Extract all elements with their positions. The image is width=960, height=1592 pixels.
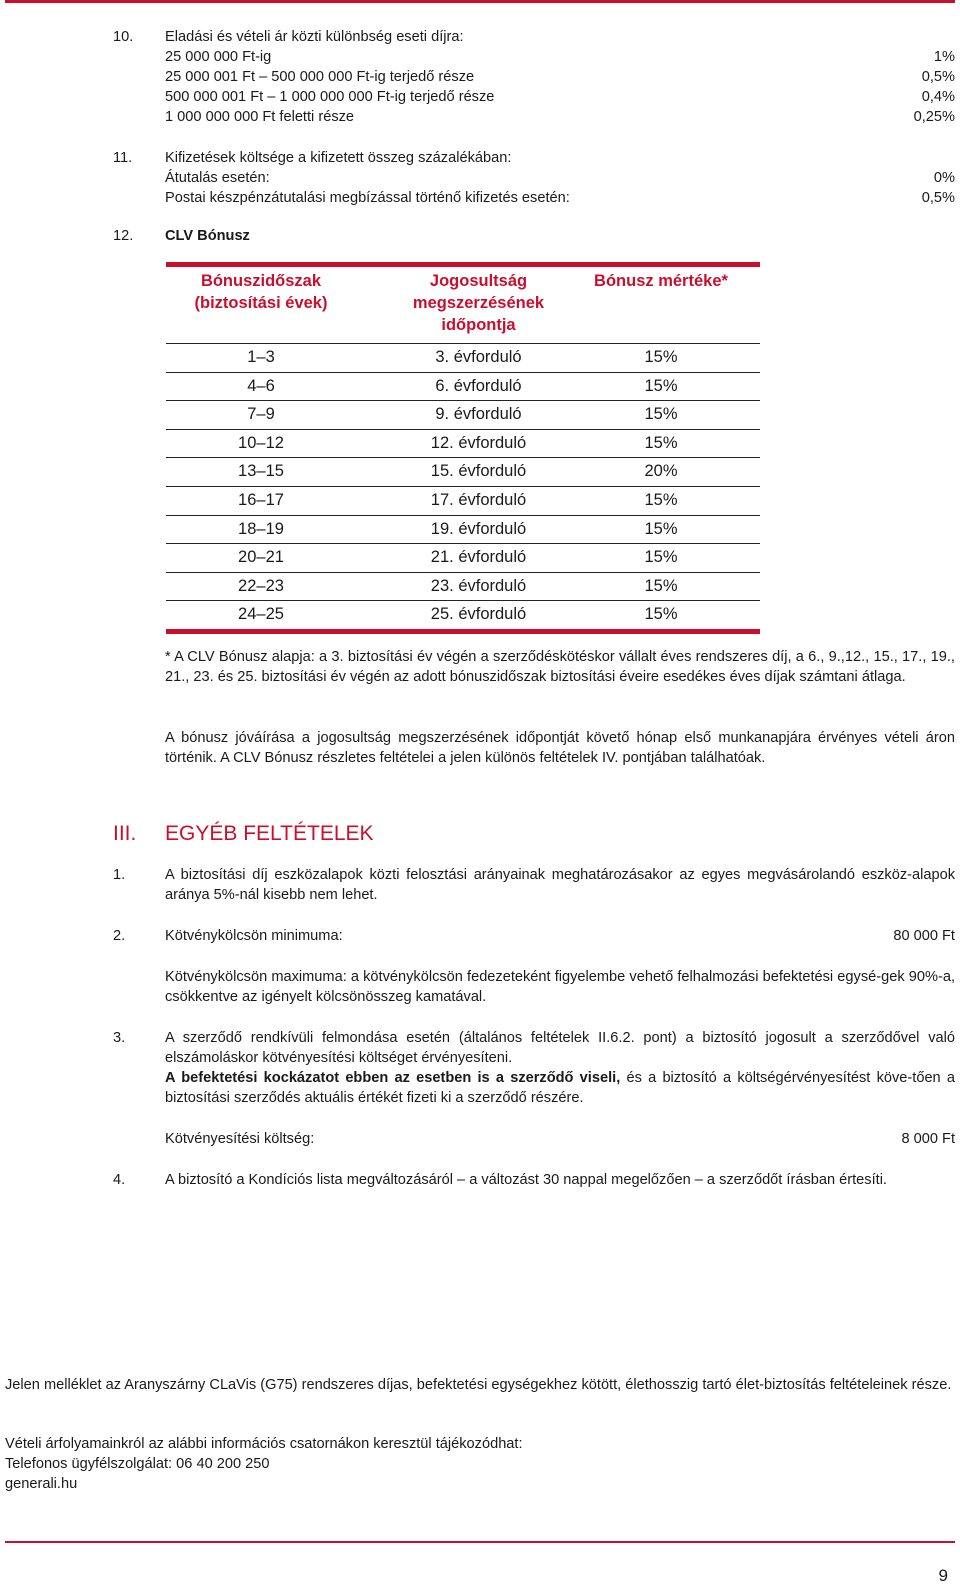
item-number: 10. xyxy=(113,29,134,45)
period-cell: 4–6 xyxy=(247,376,275,395)
table-header xyxy=(166,267,760,343)
footer-info-intro: Vételi árfolyamainkról az alábbi információs csatornákon keresztül tájékozódhat: xyxy=(5,1436,523,1452)
rate-cell: 15% xyxy=(644,519,678,538)
emphasis-text: A befektetési kockázatot ebben az esetben is a szerződő viseli, xyxy=(165,1070,621,1086)
policy-cost-value: 8 000 Ft xyxy=(901,1131,955,1147)
table-body xyxy=(166,343,760,629)
anniversary-cell: 23. évforduló xyxy=(430,576,527,595)
item-number: 4. xyxy=(113,1172,126,1188)
item-number: 11. xyxy=(113,150,133,166)
loan-minimum-label: Kötvénykölcsön minimuma: xyxy=(165,928,343,944)
table-footnote: * A CLV Bónusz alapja: a 3. biztosítási év végén a szerződéskötéskor vállalt éves rendszeres díj, a 6., 9.,12., 15., 17., 19., 21., 23. és 25. biztosítási év végén az adott bónuszidőszak biztosítási éveire esedékes éves díjak számtani átlaga. xyxy=(165,649,955,685)
rate-cell: 15% xyxy=(644,576,678,595)
loan-minimum-value: 80 000 Ft xyxy=(893,928,955,944)
table-row xyxy=(166,429,760,458)
item-title: CLV Bónusz xyxy=(165,228,250,244)
anniversary-cell: 19. évforduló xyxy=(430,519,527,538)
table-row xyxy=(166,572,760,601)
footer-attachment-note: Jelen melléklet az Aranyszárny CLaVis (G75) rendszeres díjas, befektetési egységekhez kötött, élethosszig tartó élet-biztosítás feltételeinek része. xyxy=(5,1377,952,1393)
rate-cell: 15% xyxy=(644,605,678,624)
item-text: A befektetési kockázatot ebben az esetben is a szerződő viseli, és a biztosító a költségérvényesítést köve-tően a biztosítási szerződés aktuális értékét fizeti ki a szerződő részére. xyxy=(165,1070,956,1106)
table-row xyxy=(166,515,760,544)
item-row-value: 0,4% xyxy=(921,89,955,105)
rate-cell: 15% xyxy=(644,548,678,567)
rate-cell: 15% xyxy=(644,490,678,509)
item-text: A biztosító a Kondíciós lista megváltozásáról – a változást 30 nappal megelőzően – a szerződőt írásban értesíti. xyxy=(165,1172,887,1188)
period-cell: 13–15 xyxy=(238,462,284,481)
item-row-label: Postai készpénzátutalási megbízással történő kifizetés esetén: xyxy=(165,190,570,206)
table-bottom-rule xyxy=(166,629,760,634)
period-cell: 24–25 xyxy=(238,605,284,624)
rate-cell: 15% xyxy=(644,433,678,452)
header-bonus-period: Bónuszidőszak (biztosítási évek) xyxy=(194,272,328,312)
period-cell: 22–23 xyxy=(238,576,284,595)
table-row xyxy=(166,343,760,372)
item-row-label: 25 000 001 Ft – 500 000 000 Ft-ig terjedő része xyxy=(165,69,475,85)
period-cell: 7–9 xyxy=(247,405,275,424)
item-number: 12. xyxy=(113,228,134,244)
table-row xyxy=(166,400,760,429)
table-row xyxy=(166,372,760,401)
page-number: 9 xyxy=(938,1566,948,1585)
header-bonus-rate: Bónusz mértéke* xyxy=(594,272,728,290)
footer-phone: Telefonos ügyfélszolgálat: 06 40 200 250 xyxy=(5,1456,270,1472)
period-cell: 1–3 xyxy=(247,348,275,366)
item-text: A biztosítási díj eszközalapok közti felosztási arányainak meghatározásakor az egyes megvásárolandó eszköz-alapok aránya 5%-nál kisebb nem lehet. xyxy=(165,867,955,903)
bonus-table xyxy=(166,262,760,634)
item-row-label: 1 000 000 000 Ft feletti része xyxy=(165,109,355,125)
item-number: 2. xyxy=(113,928,126,944)
rate-cell: 20% xyxy=(644,462,678,481)
period-cell: 10–12 xyxy=(238,433,284,452)
item-row-value: 0,5% xyxy=(921,69,955,85)
period-cell: 20–21 xyxy=(238,548,284,567)
anniversary-cell: 12. évforduló xyxy=(430,433,527,452)
rate-cell: 15% xyxy=(644,348,678,366)
item-title: Eladási és vételi ár közti különbség eseti díjra: xyxy=(165,29,464,45)
anniversary-cell: 15. évforduló xyxy=(430,462,527,481)
anniversary-cell: 21. évforduló xyxy=(430,548,527,567)
item-row-label: 25 000 000 Ft-ig xyxy=(165,49,272,65)
section-number: III. xyxy=(113,822,137,845)
item-number: 1. xyxy=(113,867,126,883)
bonus-note: A bónusz jóváírása a jogosultság megszerzésének időpontját követő hónap első munkanapjára érvényes vételi áron történik. A CLV Bónusz részletes feltételei a jelen különös feltételek IV. pontjában találhatóak. xyxy=(165,730,955,766)
item-row-value: 1% xyxy=(933,49,955,65)
period-cell: 18–19 xyxy=(238,519,284,538)
rate-cell: 15% xyxy=(644,376,678,395)
anniversary-cell: 6. évforduló xyxy=(435,376,522,395)
table-row xyxy=(166,457,760,486)
item-title: Kifizetések költsége a kifizetett összeg százalékában: xyxy=(165,150,512,166)
item-row-label: Átutalás esetén: xyxy=(165,170,270,186)
anniversary-cell: 17. évforduló xyxy=(430,490,527,509)
table-row xyxy=(166,600,760,629)
item-text: A szerződő rendkívüli felmondása esetén (általános feltételek II.6.2. pont) a biztosító jogosult a szerződővel való elszámoláskor kötvényesítési költséget érvényesíteni. xyxy=(165,1030,955,1066)
policy-cost-label: Kötvényesítési költség: xyxy=(165,1131,315,1147)
loan-maximum-text: Kötvénykölcsön maximuma: a kötvénykölcsön fedezeteként figyelembe vehető felhalmozási befektetési egysé-gek 90%-a, csökkentve az igényelt kölcsönösszeg kamatával. xyxy=(165,969,955,1005)
anniversary-cell: 3. évforduló xyxy=(435,348,522,366)
footer-website[interactable]: generali.hu xyxy=(5,1476,78,1492)
header-entitlement: Jogosultság megszerzésének időpontja xyxy=(412,272,545,334)
item-row-value: 0% xyxy=(933,170,955,186)
anniversary-cell: 25. évforduló xyxy=(430,605,527,624)
item-row-label: 500 000 001 Ft – 1 000 000 000 Ft-ig terjedő része xyxy=(165,89,495,105)
bottom-rule xyxy=(5,1541,955,1543)
item-row-value: 0,25% xyxy=(913,109,955,125)
table-row xyxy=(166,543,760,572)
top-rule xyxy=(5,0,955,3)
item-row-value: 0,5% xyxy=(921,190,955,206)
period-cell: 16–17 xyxy=(238,490,284,509)
table-row xyxy=(166,486,760,515)
section-title: EGYÉB FELTÉTELEK xyxy=(165,822,374,845)
rate-cell: 15% xyxy=(644,405,678,424)
anniversary-cell: 9. évforduló xyxy=(435,405,522,424)
item-number: 3. xyxy=(113,1030,126,1046)
